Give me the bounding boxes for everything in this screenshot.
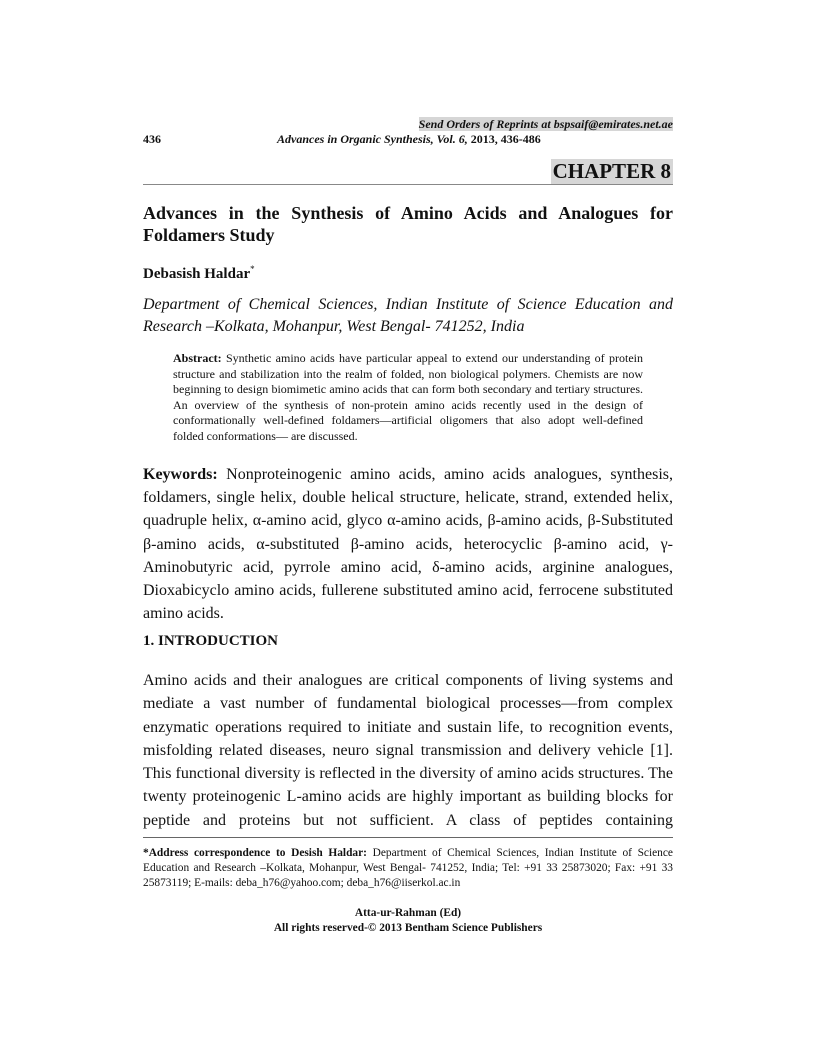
chapter-title: Advances in the Synthesis of Amino Acids and Analogues for Foldamers Study [143,203,673,245]
header-divider [143,184,673,185]
intro-paragraph: Amino acids and their analogues are critical components of living systems and mediate a vast number of fundamental biological processes—from complex enzymatic operations required to initiate and sustain life, to recognition events, misfolding related diseases, neuro signal transmission and delivery vehicle [1]. This functional diversity is reflected in the diversity of amino acids structures. The twenty proteinogenic L-amino acids are highly important as building blocks for peptide and proteins but not sufficient. A class of peptides containing [143,672,673,829]
chapter-label: CHAPTER 8 [552,159,671,183]
editor-line: Atta-ur-Rahman (Ed) [354,907,462,919]
author: Debasish Haldar* [143,264,255,282]
reprint-notice: Send Orders of Reprints at bspsaif@emirates.net.ae [418,117,673,131]
footnote-divider [143,837,673,838]
page-number: 436 [143,132,161,146]
section-heading: 1. INTRODUCTION [143,633,279,649]
affiliation: Department of Chemical Sciences, Indian Institute of Science Education and Research –Kolkata, Mohanpur, West Bengal- 741252, India [143,296,673,335]
correspondence-footnote: *Address correspondence to Desish Haldar: Department of Chemical Sciences, Indian Institute of Science Education and Research –Kolkata, Mohanpur, West Bengal- 741252, India; Tel: +91 33 25873020; Fax: +91 33 25873119; E-mails: deba_h76@yahoo.com; deba_h76@iiserkol.ac.in [143,847,673,889]
publisher-footer [143,906,673,936]
journal-citation: Advances in Organic Synthesis, Vol. 6, 2013, 436-486 [277,132,541,146]
abstract: Abstract: Synthetic amino acids have particular appeal to extend our understanding of protein structure and stabilization into the realm of folded, non biological polymers. Chemists are now beginning to design biomimetic amino acids that can form both secondary and tertiary structures. An overview of the synthesis of non-protein amino acids recently used in the design of conformationally well-defined foldamers—artificial oligomers that also adopt well-defined folded conformations— are discussed. [173,351,643,443]
keywords: Keywords: Nonproteinogenic amino acids, amino acids analogues, synthesis, foldamers, single helix, double helical structure, helicate, strand, extended helix, quadruple helix, α-amino acid, glyco α-amino acids, β-amino acids, β-Substituted β-amino acids, α-substituted β-amino acids, heterocyclic β-amino acid, γ-Aminobutyric acid, pyrrole amino acid, δ-amino acids, arginine analogues, Dioxabicyclo amino acids, fullerene substituted amino acid, ferrocene substituted amino acids. [143,466,673,623]
rights-line: All rights reserved-© 2013 Bentham Science Publishers [273,922,543,934]
